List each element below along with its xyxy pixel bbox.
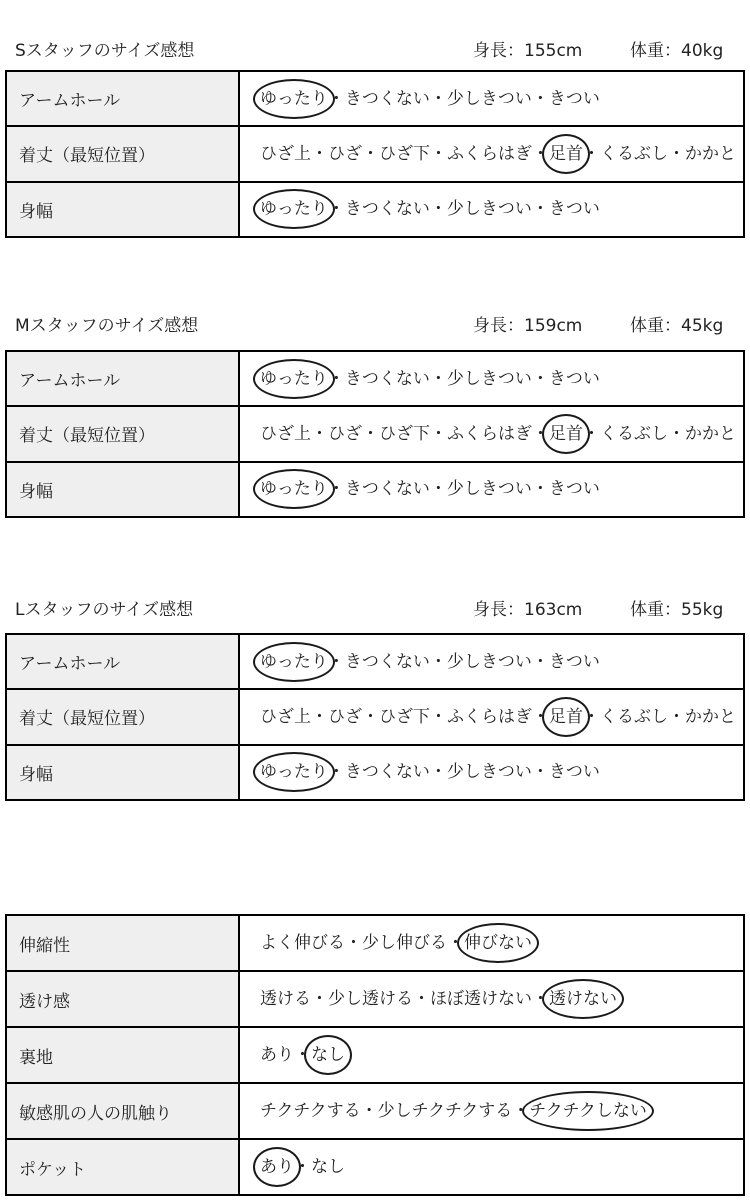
row-options xyxy=(240,635,743,688)
section-title: Lスタッフのサイズ感想 xyxy=(15,600,194,620)
option-separator: ・ xyxy=(362,143,379,164)
row-label: ポケット xyxy=(7,1140,240,1194)
size-table-l xyxy=(5,633,745,801)
option-separator: ・ xyxy=(532,423,549,444)
option: きつい xyxy=(548,479,600,500)
option-selected: ゆったり xyxy=(260,762,328,783)
option: ひざ xyxy=(328,143,362,164)
option-separator: ・ xyxy=(362,423,379,444)
row-options xyxy=(240,746,743,799)
option: よく伸びる xyxy=(260,933,345,953)
row-label: 身幅 xyxy=(7,463,240,516)
option: くるぶし xyxy=(600,706,668,727)
table-row xyxy=(7,970,743,1026)
option: くるぶし xyxy=(600,423,668,444)
size-table-m xyxy=(5,350,745,518)
option: あり xyxy=(260,1045,294,1065)
option: ひざ xyxy=(328,706,362,727)
option-selected: 足首 xyxy=(549,423,583,444)
option-separator: ・ xyxy=(668,423,685,444)
row-options xyxy=(240,1084,743,1138)
option-separator: ・ xyxy=(345,933,362,953)
option: きつくない xyxy=(344,762,430,783)
option-separator: ・ xyxy=(512,1101,530,1121)
option-separator: ・ xyxy=(531,762,549,783)
option: 透ける xyxy=(260,989,311,1009)
option-separator: ・ xyxy=(327,199,345,220)
option-separator: ・ xyxy=(583,143,600,164)
row-options xyxy=(240,352,743,405)
option-selected: チクチクしない xyxy=(529,1101,647,1121)
option: ひざ下 xyxy=(379,143,430,164)
table-row xyxy=(7,461,743,516)
option-separator: ・ xyxy=(311,989,328,1009)
option: かかと xyxy=(685,706,736,727)
option: 少しきつい xyxy=(446,479,532,500)
option-separator: ・ xyxy=(532,143,549,164)
row-label: アームホール xyxy=(7,635,240,688)
table-row xyxy=(7,1026,743,1082)
option-separator: ・ xyxy=(531,368,549,389)
option: ひざ上 xyxy=(260,143,311,164)
table-row xyxy=(7,744,743,799)
option-selected: 足首 xyxy=(549,706,583,727)
option-separator: ・ xyxy=(429,88,447,109)
option: きつくない xyxy=(344,479,430,500)
option-separator: ・ xyxy=(531,88,549,109)
option-separator: ・ xyxy=(413,989,430,1009)
option-separator: ・ xyxy=(429,762,447,783)
section-title: Sスタッフのサイズ感想 xyxy=(15,41,195,61)
option: きつくない xyxy=(344,88,430,109)
option-separator: ・ xyxy=(311,423,328,444)
option-separator: ・ xyxy=(362,706,379,727)
option: 少しきつい xyxy=(446,651,532,672)
section-title: Mスタッフのサイズ感想 xyxy=(15,316,199,336)
option-selected: 透けない xyxy=(549,989,617,1009)
option: ひざ xyxy=(328,423,362,444)
option-selected: ゆったり xyxy=(260,368,328,389)
option: かかと xyxy=(685,423,736,444)
section-header-s xyxy=(0,41,750,65)
row-options xyxy=(240,183,743,236)
option-separator: ・ xyxy=(294,1157,311,1177)
option-separator: ・ xyxy=(531,651,549,672)
option: ふくらはぎ xyxy=(447,706,532,727)
row-options xyxy=(240,1028,743,1082)
option: きつい xyxy=(548,762,600,783)
option-selected: ゆったり xyxy=(260,88,328,109)
option-separator: ・ xyxy=(360,1101,378,1121)
height-stat: 身長：155cm xyxy=(473,41,583,61)
option-separator: ・ xyxy=(583,423,600,444)
weight-stat: 体重：40kg xyxy=(630,41,724,61)
option-separator: ・ xyxy=(532,706,549,727)
row-label: 着丈（最短位置） xyxy=(7,407,240,460)
row-label: アームホール xyxy=(7,352,240,405)
row-label: アームホール xyxy=(7,72,240,125)
option-separator: ・ xyxy=(311,706,328,727)
option-separator: ・ xyxy=(429,479,447,500)
row-label: 着丈（最短位置） xyxy=(7,127,240,180)
option-separator: ・ xyxy=(327,479,345,500)
option-selected: なし xyxy=(311,1045,345,1065)
option: 少しきつい xyxy=(446,88,532,109)
table-row xyxy=(7,352,743,405)
option: 少しきつい xyxy=(446,368,532,389)
table-row xyxy=(7,1138,743,1194)
row-options xyxy=(240,916,743,970)
option-separator: ・ xyxy=(583,706,600,727)
table-row xyxy=(7,635,743,688)
option: ふくらはぎ xyxy=(447,143,532,164)
option: きつくない xyxy=(344,651,430,672)
row-label: 敏感肌の人の肌触り xyxy=(7,1084,240,1138)
option-separator: ・ xyxy=(430,706,447,727)
option-separator: ・ xyxy=(294,1045,311,1065)
option-separator: ・ xyxy=(429,651,447,672)
option-selected: あり xyxy=(260,1157,294,1177)
option: なし xyxy=(311,1157,345,1177)
table-row xyxy=(7,125,743,180)
option: きつくない xyxy=(344,199,430,220)
option-separator: ・ xyxy=(668,706,685,727)
option-separator: ・ xyxy=(327,762,345,783)
table-row xyxy=(7,181,743,236)
option-separator: ・ xyxy=(447,933,464,953)
option-separator: ・ xyxy=(429,199,447,220)
option: 少しチクチクする xyxy=(377,1101,513,1121)
option-selected: ゆったり xyxy=(260,651,328,672)
section-header-l xyxy=(0,600,750,624)
option: ひざ下 xyxy=(379,423,430,444)
option: ひざ上 xyxy=(260,423,311,444)
row-options xyxy=(240,127,743,180)
row-label: 伸縮性 xyxy=(7,916,240,970)
option-separator: ・ xyxy=(429,368,447,389)
option: かかと xyxy=(685,143,736,164)
option-selected: ゆったり xyxy=(260,199,328,220)
row-options xyxy=(240,1140,743,1194)
option: きつくない xyxy=(344,368,430,389)
row-label: 身幅 xyxy=(7,746,240,799)
option-separator: ・ xyxy=(531,479,549,500)
option-separator: ・ xyxy=(668,143,685,164)
table-row xyxy=(7,72,743,125)
height-stat: 身長：163cm xyxy=(473,600,583,620)
row-label: 裏地 xyxy=(7,1028,240,1082)
option: きつい xyxy=(548,88,600,109)
option: 少しきつい xyxy=(446,199,532,220)
option-selected: 伸びない xyxy=(464,933,532,953)
option: ほぼ透けない xyxy=(430,989,532,1009)
row-label: 着丈（最短位置） xyxy=(7,690,240,743)
row-options xyxy=(240,407,743,460)
option: ふくらはぎ xyxy=(447,423,532,444)
option: 少し伸びる xyxy=(362,933,447,953)
option-separator: ・ xyxy=(531,199,549,220)
row-options xyxy=(240,463,743,516)
row-label: 透け感 xyxy=(7,972,240,1026)
section-header-m xyxy=(0,316,750,340)
option-separator: ・ xyxy=(430,423,447,444)
table-row xyxy=(7,916,743,970)
option-separator: ・ xyxy=(311,143,328,164)
row-options xyxy=(240,72,743,125)
row-options xyxy=(240,972,743,1026)
option-separator: ・ xyxy=(327,368,345,389)
option: くるぶし xyxy=(600,143,668,164)
row-options xyxy=(240,690,743,743)
weight-stat: 体重：55kg xyxy=(630,600,724,620)
table-row xyxy=(7,688,743,743)
features-table xyxy=(5,914,745,1196)
option-separator: ・ xyxy=(327,651,345,672)
size-table-s xyxy=(5,70,745,238)
option: ひざ上 xyxy=(260,706,311,727)
option: 少し透ける xyxy=(328,989,413,1009)
option-separator: ・ xyxy=(327,88,345,109)
table-row xyxy=(7,1082,743,1138)
option-selected: ゆったり xyxy=(260,479,328,500)
option: ひざ下 xyxy=(379,706,430,727)
option: チクチクする xyxy=(260,1101,361,1121)
option-selected: 足首 xyxy=(549,143,583,164)
height-stat: 身長：159cm xyxy=(473,316,583,336)
row-label: 身幅 xyxy=(7,183,240,236)
option: 少しきつい xyxy=(446,762,532,783)
option: きつい xyxy=(548,368,600,389)
option: きつい xyxy=(548,651,600,672)
table-row xyxy=(7,405,743,460)
option-separator: ・ xyxy=(532,989,549,1009)
option-separator: ・ xyxy=(430,143,447,164)
option: きつい xyxy=(548,199,600,220)
weight-stat: 体重：45kg xyxy=(630,316,724,336)
